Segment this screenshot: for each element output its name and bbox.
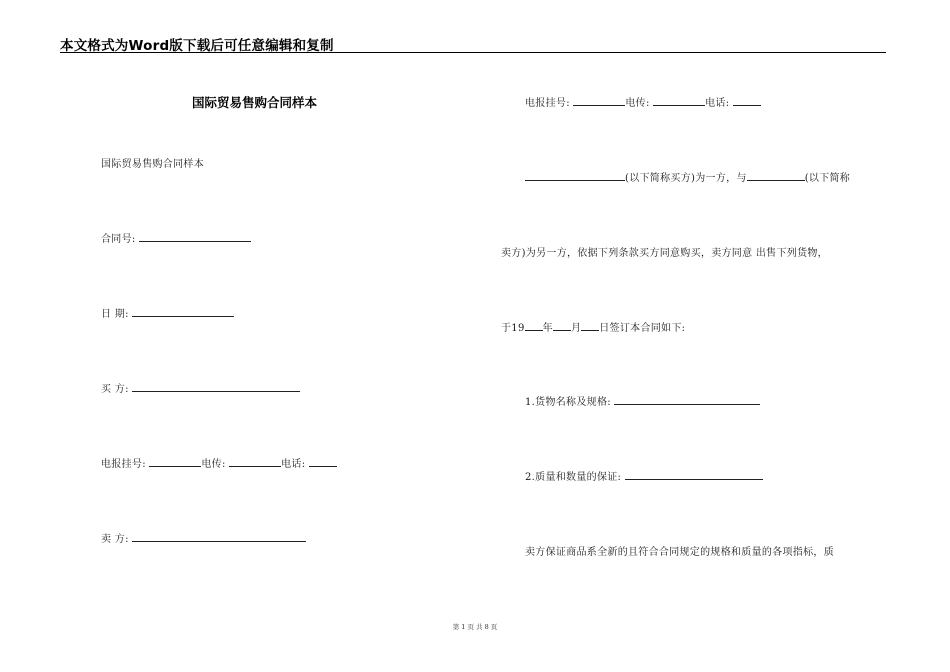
item2-label: 2.质量和数量的保证: xyxy=(525,472,622,483)
cable-label: 电报挂号: xyxy=(525,98,570,109)
header-divider xyxy=(60,52,886,53)
parties-paragraph-line3 xyxy=(501,319,685,334)
contact-row-left xyxy=(101,455,337,470)
item1-blank xyxy=(614,395,760,405)
date-label: 日 期: xyxy=(101,309,129,320)
contact-row-right xyxy=(525,94,761,109)
phone-label: 电话: xyxy=(281,459,306,470)
seller-name-blank xyxy=(747,171,805,181)
month-label: 月 xyxy=(570,323,582,334)
subtitle: 国际贸易售购合同样本 xyxy=(101,159,204,170)
item2-field xyxy=(525,468,763,483)
item1-label: 1.货物名称及规格: xyxy=(525,397,611,408)
cable-blank xyxy=(149,457,201,467)
telex-blank xyxy=(229,457,281,467)
parties-paragraph-line1 xyxy=(525,169,850,184)
year-label: 年 xyxy=(542,323,553,334)
para1-text-a: (以下简称买方)为一方，与 xyxy=(625,173,747,184)
cable-label: 电报挂号: xyxy=(101,459,146,470)
item1-field xyxy=(525,393,760,408)
day-blank xyxy=(581,321,599,331)
buyer-field xyxy=(101,380,300,395)
buyer-name-blank xyxy=(525,171,625,181)
parties-paragraph-line2: 卖方)为另一方，依据下列条款买方同意购买，卖方同意 出售下列货物， xyxy=(501,248,828,259)
seller-field xyxy=(101,530,306,545)
document-header: 本文格式为Word版下载后可任意编辑和复制 xyxy=(60,38,334,54)
date-field xyxy=(101,305,234,320)
buyer-label: 买 方: xyxy=(101,384,129,395)
buyer-blank xyxy=(132,382,300,392)
seller-label: 卖 方: xyxy=(101,534,129,545)
para1-text-b: (以下简称 xyxy=(804,173,851,184)
page-footer: 第 1 页 共 8 页 xyxy=(452,623,498,631)
para3-text: 日签订本合同如下: xyxy=(599,323,686,334)
cable-blank xyxy=(573,96,625,106)
guarantee-paragraph: 卖方保证商品系全新的且符合合同规定的规格和质量的各项指标，质 xyxy=(525,547,834,558)
item2-blank xyxy=(625,470,763,480)
telex-label: 电传: xyxy=(201,459,226,470)
phone-blank xyxy=(309,457,337,467)
contract-number-blank xyxy=(139,232,251,242)
seller-blank xyxy=(132,532,306,542)
year-blank xyxy=(525,321,543,331)
phone-label: 电话: xyxy=(705,98,730,109)
month-blank xyxy=(553,321,571,331)
year-prefix: 于19 xyxy=(501,323,525,334)
date-blank xyxy=(132,307,234,317)
phone-blank xyxy=(733,96,761,106)
contract-number-field xyxy=(101,230,251,245)
contract-number-label: 合同号: xyxy=(101,234,136,245)
page-title: 国际贸易售购合同样本 xyxy=(192,95,318,110)
telex-blank xyxy=(653,96,705,106)
telex-label: 电传: xyxy=(625,98,650,109)
